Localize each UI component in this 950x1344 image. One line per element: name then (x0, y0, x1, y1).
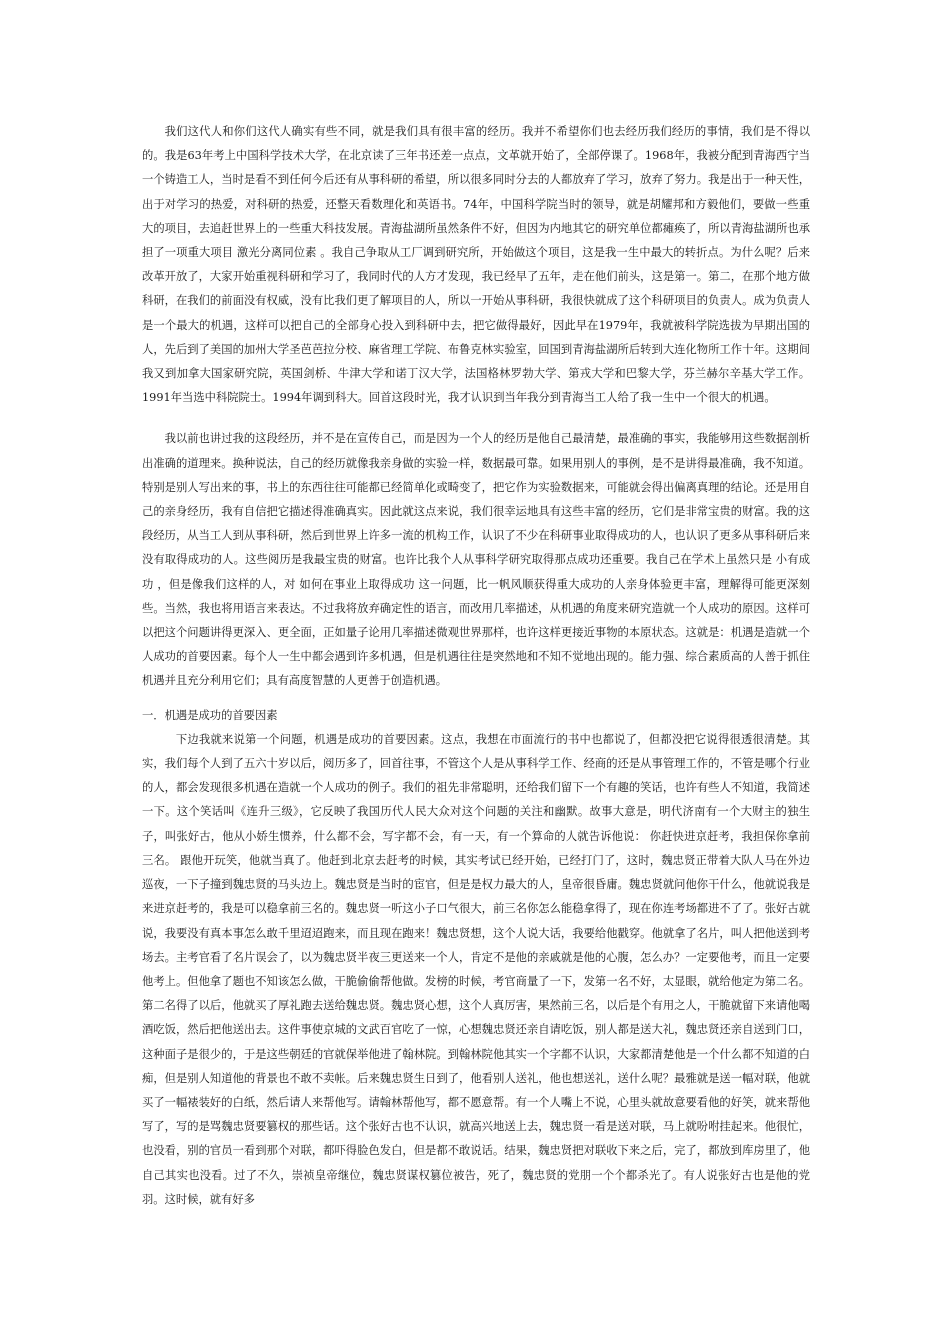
document-page (142, 120, 810, 1212)
section-paragraph: 下边我就来说第一个问题，机遇是成功的首要因素。这点，我想在市面流行的书中也都说了，但都没把它说得很透很清楚。其实，我们每个人到了五六十岁以后，阅历多了，回首往事，不管这个人是从事科学工作、经商的还是从事管理工作的，不管是哪个行业的人，都会发现很多机遇在造就一个人成功的例子。我们的祖先非常聪明，还给我们留下一个有趣的笑话，也许有些人不知道，我简述一下。这个笑话叫《连升三级》，它反映了我国历代人民大众对这个问题的关注和幽默。故事大意是，明代济南有一个大财主的独生子，叫张好古，他从小娇生惯养，什么都不会，写字都不会，有一天，有一个算命的人就告诉他说： 你赶快进京赶考，我担保你拿前三名。 跟他开玩笑，他就当真了。他赶到北京去赶考的时候，其实考试已经开始，已经打门了，这时，魏忠贤正带着大队人马在外边巡夜，一下子撞到魏忠贤的马头边上。魏忠贤是当时的宦官，但是是权力最大的人，皇帝很昏庸。魏忠贤就问他你干什么，他就说我是来进京赶考的，我是可以稳拿前三名的。魏忠贤一听这小子口气很大，前三名你怎么能稳拿得了，现在你连考场都进不了了。张好古就说，我要没有真本事怎么敢千里迢迢跑来，而且现在跑来！魏忠贤想，这个人说大话，我要给他戳穿。他就拿了名片，叫人把他送到考场去。主考官看了名片误会了，以为魏忠贤半夜三更送来一个人，肯定不是他的亲戚就是他的心腹，怎么办？一定要他考，而且一定要他考上。但他拿了题也不知该怎么做，干脆偷偷帮他做。发榜的时候，考官商量了一下，发第一名不好，太显眼，就给他定为第二名。第二名得了以后，他就买了厚礼跑去送给魏忠贤。魏忠贤心想，这个人真厉害，果然前三名，以后是个有用之人，干脆就留下来请他喝酒吃饭，然后把他送出去。这件事使京城的文武百官吃了一惊，心想魏忠贤还亲自请吃饭，别人都是送大礼，魏忠贤还亲自送到门口，这种面子是很少的，于是这些朝廷的官就保举他进了翰林院。到翰林院他其实一个字都不认识，大家都清楚他是一个什么都不知道的白痴，但是别人知道他的背景也不敢不卖帐。后来魏忠贤生日到了，他看别人送礼，他也想送礼，送什么呢？最雅就是送一幅对联，他就买了一幅裱装好的白纸，然后请人来帮他写。请翰林帮他写，都不愿意帮。有一个人嘴上不说，心里头就故意要看他的好笑，就来帮他写了，写的是骂魏忠贤要篡权的那些话。这个张好古也不认识，就高兴地送上去，魏忠贤一看是送对联，马上就吩咐挂起来。他很忙，也没看，别的官员一看到那个对联，都吓得脸色发白，但是都不敢说话。结果，魏忠贤把对联收下来之后，完了，都放到库房里了，他自己其实也没看。过了不久，崇祯皇帝继位，魏忠贤谋权篡位被告，死了，魏忠贤的党朋一个个都杀光了。有人说张好古也是他的党羽。这时候，就有好多 (142, 732, 810, 1206)
section-heading: 一．机遇是成功的首要因素 (142, 708, 278, 722)
body-paragraph-1: 我们这代人和你们这代人确实有些不同，就是我们具有很丰富的经历。我并不希望你们也去经历我们经历的事情，我们是不得以的。我是63年考上中国科学技术大学，在北京读了三年书还差一点点，文革就开始了，全部停课了。1968年，我被分配到青海西宁当一个铸造工人，当时是看不到任何今后还有从事科研的希望，所以很多同时分去的人都放弃了学习，放弃了努力。我是出于一种天性，出于对学习的热爱，对科研的热爱，还整天看数理化和英语书。74年，中国科学院当时的领导，就是胡耀邦和方毅他们，要做一些重大的项目，去追赶世界上的一些重大科技发展。青海盐湖所虽然条件不好，但因为内地其它的研究单位都瘫痪了，所以青海盐湖所也承担了一项重大项目 激光分离同位素 。我自己争取从工厂调到研究所，开始做这个项目，这是我一生中最大的转折点。为什么呢？后来改革开放了，大家开始重视科研和学习了，我同时代的人方才发现，我已经早了五年，走在他们前头，这是第一。第二，在那个地方做科研，在我们的前面没有权威，没有比我们更了解项目的人，所以一开始从事科研，我很快就成了这个科研项目的负责人。成为负责人是一个最大的机遇，这样可以把自己的全部身心投入到科研中去，把它做得最好，因此早在1979年，我就被科学院选拔为早期出国的人，先后到了美国的加州大学圣芭芭拉分校、麻省理工学院、布鲁克林实验室，回国到青海盐湖所后转到大连化物所工作十年。这期间我又到加拿大国家研究院，英国剑桥、牛津大学和诺丁汉大学，法国格林罗勃大学、第戎大学和巴黎大学，芬兰赫尔辛基大学工作。1991年当选中科院院士。1994年调到科大。回首这段时光，我才认识到当年我分到青海当工人给了我一生中一个很大的机遇。 (142, 125, 810, 405)
body-paragraph-2: 我以前也讲过我的这段经历，并不是在宣传自己，而是因为一个人的经历是他自己最清楚，最准确的事实，我能够用这些数据剖析出准确的道理来。换种说法，自己的经历就像我亲身做的实验一样，数据最可靠。如果用别人的事例，是不是讲得最准确，我不知道。特别是别人写出来的事，书上的东西往往可能都已经简单化或畸变了，把它作为实验数据来，可能就会得出偏离真理的结论。还是用自己的亲身经历，我有自信把它描述得准确真实。因此就这点来说，我们很幸运地具有这些丰富的经历，它们是非常宝贵的财富。我的这段经历，从当工人到从事科研，然后到世界上许多一流的机构工作，认识了不少在科研事业取得成功的人，也认识了更多从事科研后来没有取得成功的人。这些阅历是我最宝贵的财富。也许比我个人从事科学研究取得那点成功还重要。我自己在学术上虽然只是 小有成功 ，但是像我们这样的人，对 如何在事业上取得成功 这一问题，比一帆风顺获得重大成功的人亲身体验更丰富，理解得可能更深刻些。当然，我也将用语言来表达。不过我将放弃确定性的语言，而改用几率描述，从机遇的角度来研究造就一个人成功的原因。这样可以把这个问题讲得更深入、更全面，正如量子论用几率描述微观世界那样，也许这样更接近事物的本原状态。这就是：机遇是造就一个人成功的首要因素。每个人一生中都会遇到许多机遇，但是机遇往往是突然地和不知不觉地出现的。能力强、综合素质高的人善于抓住机遇并且充分利用它们；具有高度智慧的人更善于创造机遇。 (142, 432, 810, 688)
